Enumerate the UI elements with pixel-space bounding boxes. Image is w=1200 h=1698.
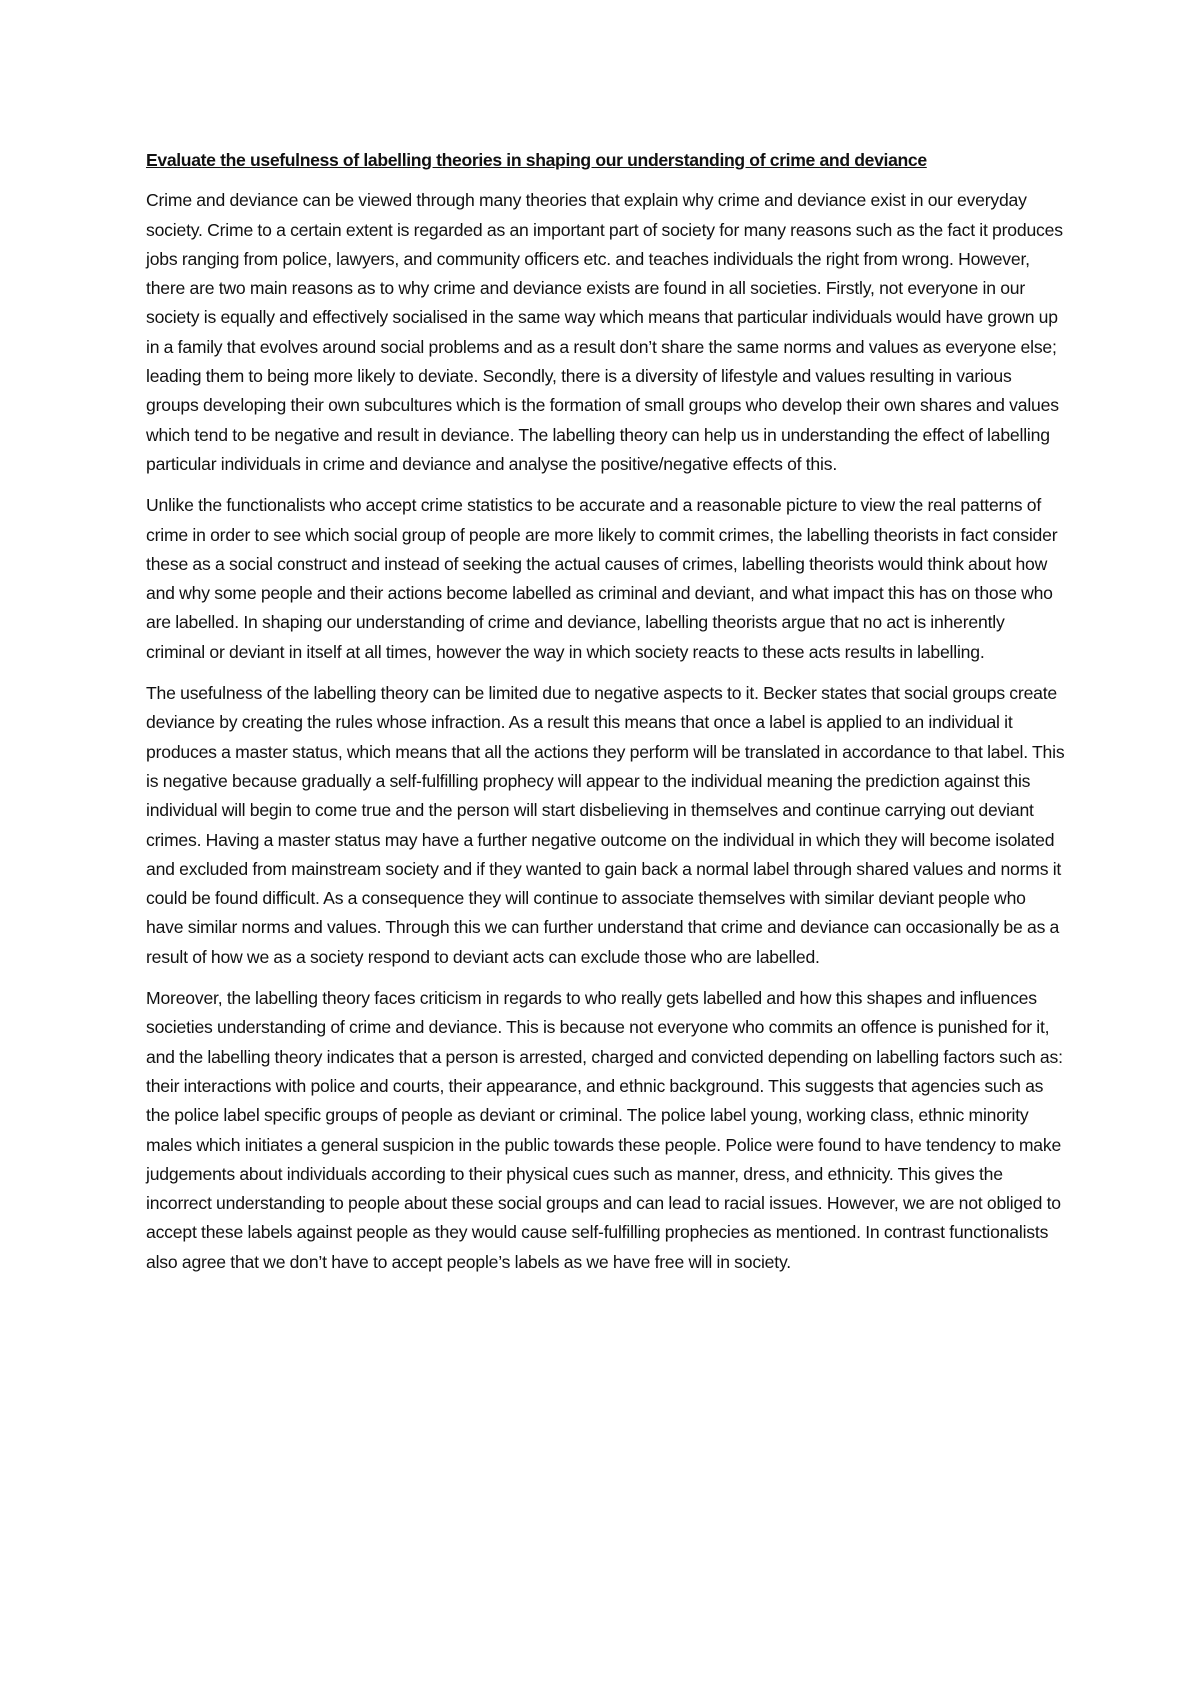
paragraph-functionalists: Unlike the functionalists who accept crime statistics to be accurate and a reasonable picture to view the real patterns of crime in order to see which social group of people are more likely to commit crimes, the labelling theorists in fact consider these as a social construct and instead of seeking the actual causes of crimes, labelling theorists would think about how and why some people and their actions become labelled as criminal and deviant, and what impact this has on those who are labelled. In shaping our understanding of crime and deviance, labelling theorists argue that no act is inherently criminal or deviant in itself at all times, however the way in which society reacts to these acts results in labelling. [146, 495, 1058, 662]
essay-title: Evaluate the usefulness of labelling theories in shaping our understanding of crime and deviance [146, 150, 927, 170]
paragraph-introduction: Crime and deviance can be viewed through many theories that explain why crime and deviance exist in our everyday society. Crime to a certain extent is regarded as an important part of society for many reasons such as the fact it produces jobs ranging from police, lawyers, and community officers etc. and teaches individuals the right from wrong. However, there are two main reasons as to why crime and deviance exists are found in all societies. Firstly, not everyone in our society is equally and effectively socialised in the same way which means that particular individuals would have grown up in a family that evolves around social problems and as a result don’t share the same norms and values as everyone else; leading them to being more likely to deviate. Secondly, there is a diversity of lifestyle and values resulting in various groups developing their own subcultures which is the formation of small groups who develop their own shares and values which tend to be negative and result in deviance. The labelling theory can help us in understanding the effect of labelling particular individuals in crime and deviance and analyse the positive/negative effects of this. [146, 190, 1063, 474]
document-body [146, 146, 1066, 1289]
paragraph-criticism: Moreover, the labelling theory faces criticism in regards to who really gets labelled and how this shapes and influences societies understanding of crime and deviance. This is because not everyone who commits an offence is punished for it, and the labelling theory indicates that a person is arrested, charged and convicted depending on labelling factors such as: their interactions with police and courts, their appearance, and ethnic background. This suggests that agencies such as the police label specific groups of people as deviant or criminal. The police label young, working class, ethnic minority males which initiates a general suspicion in the public towards these people. Police were found to have tendency to make judgements about individuals according to their physical cues such as manner, dress, and ethnicity. This gives the incorrect understanding to people about these social groups and can lead to racial issues. However, we are not obliged to accept these labels against people as they would cause self-fulfilling prophecies as mentioned. In contrast functionalists also agree that we don’t have to accept people’s labels as we have free will in society. [146, 988, 1063, 1272]
paragraph-usefulness: The usefulness of the labelling theory can be limited due to negative aspects to it. Becker states that social groups create deviance by creating the rules whose infraction. As a result this means that once a label is applied to an individual it produces a master status, which means that all the actions they perform will be translated in accordance to that label. This is negative because gradually a self-fulfilling prophecy will appear to the individual meaning the prediction against this individual will begin to come true and the person will start disbelieving in themselves and continue carrying out deviant crimes. Having a master status may have a further negative outcome on the individual in which they will become isolated and excluded from mainstream society and if they wanted to gain back a normal label through shared values and norms it could be found difficult. As a consequence they will continue to associate themselves with similar deviant people who have similar norms and values. Through this we can further understand that crime and deviance can occasionally be as a result of how we as a society respond to deviant acts can exclude those who are labelled. [146, 683, 1065, 967]
